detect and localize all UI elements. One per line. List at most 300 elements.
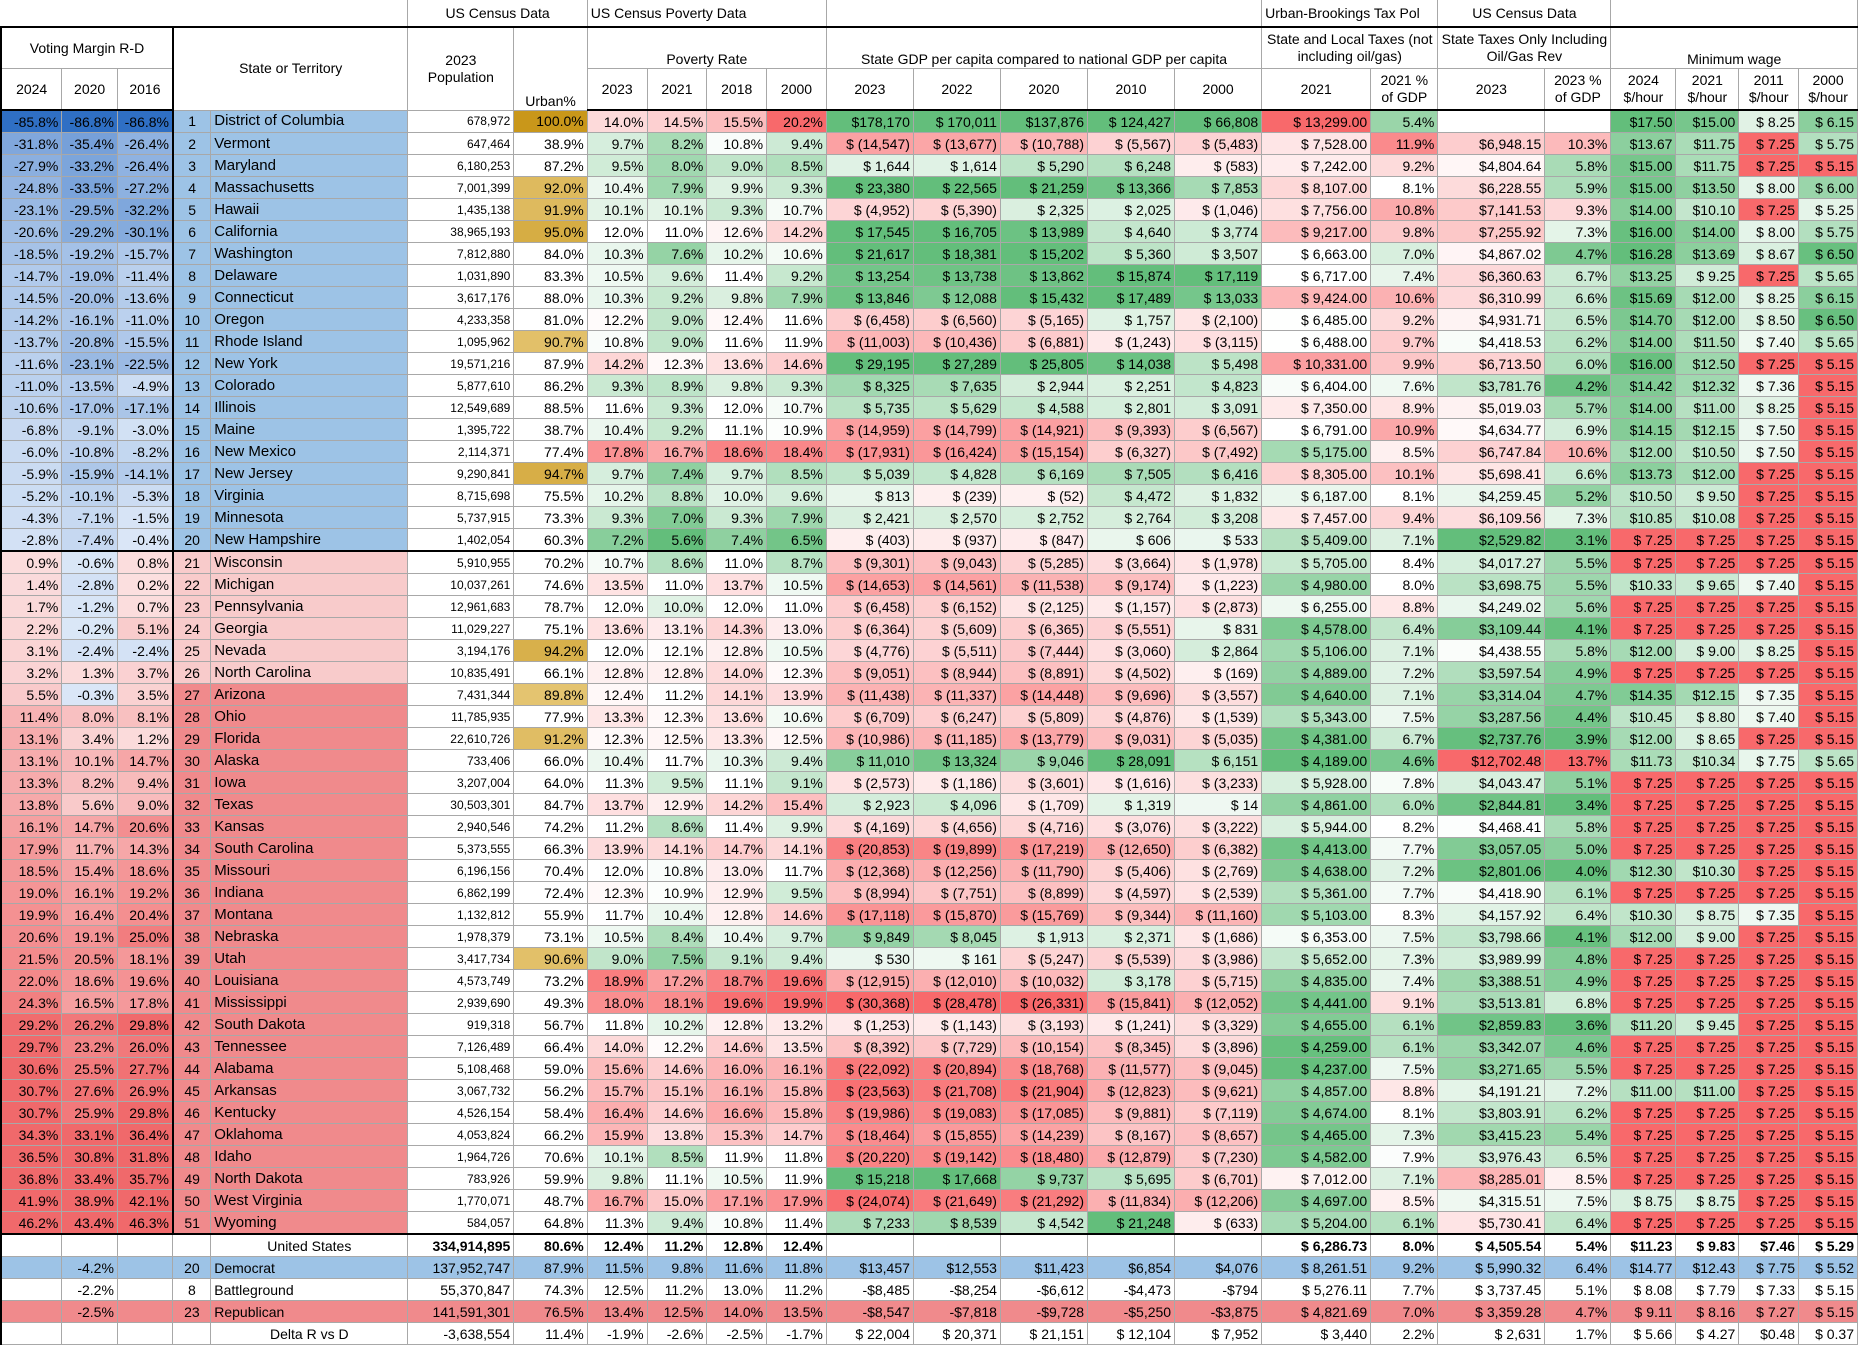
cell-gdp-2022[interactable]: $ 2,570	[913, 507, 1000, 529]
cell-taxes-2021[interactable]: $ 4,857.00	[1262, 1080, 1371, 1102]
cell-gdp-2000[interactable]: $ (3,896)	[1175, 1036, 1262, 1058]
summary-taxes-2021-pct[interactable]: 7.7%	[1371, 1279, 1438, 1301]
cell-wage-2024[interactable]: $12.30	[1611, 860, 1676, 882]
cell-state-taxes-2023[interactable]: $3,989.99	[1438, 948, 1545, 970]
cell-poverty-2023[interactable]: 12.0%	[587, 221, 647, 243]
cell-gdp-2022[interactable]: $ (6,152)	[913, 596, 1000, 618]
cell-state[interactable]: Minnesota	[211, 507, 408, 529]
cell-state-taxes-2023-pct[interactable]: 13.7%	[1545, 750, 1611, 772]
cell-poverty-2000[interactable]: 12.5%	[767, 728, 827, 750]
cell-state-taxes-2023-pct[interactable]: 6.6%	[1545, 463, 1611, 485]
summary-wage-2000[interactable]: $ 0.37	[1799, 1323, 1858, 1345]
cell-gdp-2010[interactable]: $ (5,567)	[1088, 133, 1175, 155]
summary-gdp-2022[interactable]: $12,553	[913, 1257, 1000, 1279]
cell-gdp-2000[interactable]: $ 14	[1175, 794, 1262, 816]
cell-wage-2000[interactable]: $ 5.15	[1799, 882, 1858, 904]
cell-state[interactable]: Mississippi	[211, 992, 408, 1014]
cell-population[interactable]: 1,095,962	[408, 331, 514, 353]
cell-gdp-2000[interactable]: $ (1,223)	[1175, 574, 1262, 596]
cell-taxes-2021-pct[interactable]: 7.5%	[1371, 706, 1438, 728]
cell-vote-2016[interactable]: 19.6%	[117, 970, 173, 992]
cell-gdp-2023[interactable]: $ 23,380	[826, 177, 913, 199]
cell-gdp-2020[interactable]: $ 13,989	[1000, 221, 1087, 243]
cell-vote-2024[interactable]: 16.1%	[1, 816, 62, 838]
cell-wage-2000[interactable]: $ 5.15	[1799, 507, 1858, 529]
cell-poverty-2000[interactable]: 13.0%	[767, 618, 827, 640]
cell-state[interactable]: Connecticut	[211, 287, 408, 309]
cell-poverty-2018[interactable]: 11.1%	[707, 419, 767, 441]
cell-vote-2024[interactable]: 3.1%	[1, 640, 62, 662]
cell-rank[interactable]: 48	[173, 1146, 211, 1168]
cell-urban[interactable]: 59.9%	[514, 1168, 587, 1190]
cell-gdp-2022[interactable]: $ 161	[913, 948, 1000, 970]
summary-taxes-2021[interactable]: $ 5,276.11	[1262, 1279, 1371, 1301]
cell-rank[interactable]: 47	[173, 1124, 211, 1146]
summary-wage-2024[interactable]: $ 5.66	[1611, 1323, 1676, 1345]
summary-poverty-2023[interactable]: 13.4%	[587, 1301, 647, 1323]
cell-vote-2024[interactable]: 36.5%	[1, 1146, 62, 1168]
cell-taxes-2021-pct[interactable]: 6.7%	[1371, 728, 1438, 750]
cell-rank[interactable]: 31	[173, 772, 211, 794]
cell-population[interactable]: 3,067,732	[408, 1080, 514, 1102]
cell-gdp-2023[interactable]: $ (1,253)	[826, 1014, 913, 1036]
cell-state-taxes-2023[interactable]: $4,438.55	[1438, 640, 1545, 662]
cell-vote-2016[interactable]: -5.3%	[117, 485, 173, 507]
cell-taxes-2021[interactable]: $ 4,640.00	[1262, 684, 1371, 706]
cell-wage-2000[interactable]: $ 6.15	[1799, 110, 1858, 133]
cell-poverty-2000[interactable]: 11.6%	[767, 309, 827, 331]
cell-poverty-2023[interactable]: 15.9%	[587, 1124, 647, 1146]
cell-gdp-2023[interactable]: $ 21,617	[826, 243, 913, 265]
cell-gdp-2023[interactable]: $ 5,039	[826, 463, 913, 485]
cell-poverty-2021[interactable]: 9.5%	[647, 772, 707, 794]
cell-vote-2016[interactable]: 26.9%	[117, 1080, 173, 1102]
cell-vote-2024[interactable]: 41.9%	[1, 1190, 62, 1212]
cell-state[interactable]: Missouri	[211, 860, 408, 882]
cell-urban[interactable]: 60.3%	[514, 529, 587, 552]
cell-vote-2020[interactable]: -16.1%	[62, 309, 118, 331]
cell-state[interactable]: Alabama	[211, 1058, 408, 1080]
cell-poverty-2018[interactable]: 12.9%	[707, 882, 767, 904]
cell-wage-2024[interactable]: $14.42	[1611, 375, 1676, 397]
cell-poverty-2000[interactable]: 10.5%	[767, 574, 827, 596]
cell-wage-2024[interactable]: $ 7.25	[1611, 1036, 1676, 1058]
cell-gdp-2022[interactable]: $ (19,083)	[913, 1102, 1000, 1124]
summary-taxes-2021[interactable]: $ 6,286.73	[1262, 1234, 1371, 1257]
cell-wage-2024[interactable]: $14.15	[1611, 419, 1676, 441]
summary-taxes-2021[interactable]: $ 8,261.51	[1262, 1257, 1371, 1279]
cell-gdp-2000[interactable]: $ (3,233)	[1175, 772, 1262, 794]
cell-gdp-2000[interactable]: $ 13,033	[1175, 287, 1262, 309]
cell-wage-2024[interactable]: $13.67	[1611, 133, 1676, 155]
cell-gdp-2020[interactable]: $ 9,737	[1000, 1168, 1087, 1190]
cell-urban[interactable]: 77.9%	[514, 706, 587, 728]
cell-taxes-2021[interactable]: $ 6,255.00	[1262, 596, 1371, 618]
cell-wage-2021[interactable]: $12.15	[1676, 419, 1739, 441]
cell-wage-2011[interactable]: $ 7.25	[1739, 133, 1799, 155]
cell-gdp-2023[interactable]: $ (17,931)	[826, 441, 913, 463]
summary-gdp-2022[interactable]	[913, 1234, 1000, 1257]
cell-wage-2021[interactable]: $ 8.75	[1676, 904, 1739, 926]
cell-gdp-2010[interactable]: $ (9,031)	[1088, 728, 1175, 750]
cell-wage-2011[interactable]: $ 7.25	[1739, 1146, 1799, 1168]
cell-gdp-2020[interactable]: $ (14,448)	[1000, 684, 1087, 706]
cell-wage-2000[interactable]: $ 5.15	[1799, 794, 1858, 816]
cell-poverty-2018[interactable]: 16.6%	[707, 1102, 767, 1124]
cell-poverty-2023[interactable]: 13.9%	[587, 838, 647, 860]
cell-gdp-2000[interactable]: $ (7,119)	[1175, 1102, 1262, 1124]
cell-poverty-2018[interactable]: 13.6%	[707, 706, 767, 728]
cell-wage-2021[interactable]: $12.00	[1676, 309, 1739, 331]
cell-gdp-2023[interactable]: $ 13,846	[826, 287, 913, 309]
cell-rank[interactable]: 10	[173, 309, 211, 331]
cell-poverty-2021[interactable]: 17.2%	[647, 970, 707, 992]
cell-poverty-2000[interactable]: 19.6%	[767, 970, 827, 992]
cell-gdp-2020[interactable]: $ (10,154)	[1000, 1036, 1087, 1058]
cell-wage-2024[interactable]: $ 7.25	[1611, 1146, 1676, 1168]
cell-gdp-2000[interactable]: $ (2,873)	[1175, 596, 1262, 618]
cell-state[interactable]: Hawaii	[211, 199, 408, 221]
summary-gdp-2020[interactable]	[1000, 1234, 1087, 1257]
cell-poverty-2018[interactable]: 14.7%	[707, 838, 767, 860]
cell-poverty-2021[interactable]: 10.2%	[647, 1014, 707, 1036]
cell-taxes-2021[interactable]: $ 6,488.00	[1262, 331, 1371, 353]
cell-vote-2016[interactable]: 9.0%	[117, 794, 173, 816]
cell-vote-2020[interactable]: -0.6%	[62, 551, 118, 574]
cell-state-taxes-2023[interactable]: $2,529.82	[1438, 529, 1545, 552]
cell-gdp-2020[interactable]: $ (10,788)	[1000, 133, 1087, 155]
cell-population[interactable]: 8,715,698	[408, 485, 514, 507]
cell-gdp-2020[interactable]: $ (17,219)	[1000, 838, 1087, 860]
cell-urban[interactable]: 95.0%	[514, 221, 587, 243]
cell-vote-2024[interactable]: 0.9%	[1, 551, 62, 574]
cell-gdp-2020[interactable]: $ 5,290	[1000, 155, 1087, 177]
cell-gdp-2022[interactable]: $ 22,565	[913, 177, 1000, 199]
cell-state-taxes-2023[interactable]: $6,360.63	[1438, 265, 1545, 287]
cell-gdp-2010[interactable]: $ 2,371	[1088, 926, 1175, 948]
cell-gdp-2000[interactable]: $ (7,230)	[1175, 1146, 1262, 1168]
cell-poverty-2021[interactable]: 14.1%	[647, 838, 707, 860]
cell-gdp-2010[interactable]: $ (1,157)	[1088, 596, 1175, 618]
cell-poverty-2021[interactable]: 14.6%	[647, 1102, 707, 1124]
cell-taxes-2021[interactable]: $ 7,457.00	[1262, 507, 1371, 529]
cell-poverty-2021[interactable]: 11.7%	[647, 750, 707, 772]
cell-gdp-2020[interactable]: $ (4,716)	[1000, 816, 1087, 838]
cell-state-taxes-2023-pct[interactable]: 4.1%	[1545, 618, 1611, 640]
cell-poverty-2000[interactable]: 10.6%	[767, 706, 827, 728]
cell-gdp-2010[interactable]: $ 4,472	[1088, 485, 1175, 507]
cell-poverty-2018[interactable]: 13.7%	[707, 574, 767, 596]
cell-state-taxes-2023[interactable]: $3,388.51	[1438, 970, 1545, 992]
cell-vote-2024[interactable]: -4.3%	[1, 507, 62, 529]
cell-state-taxes-2023[interactable]: $5,698.41	[1438, 463, 1545, 485]
cell-population[interactable]: 30,503,301	[408, 794, 514, 816]
cell-urban[interactable]: 73.3%	[514, 507, 587, 529]
cell-rank[interactable]: 12	[173, 353, 211, 375]
cell-wage-2011[interactable]: $ 7.25	[1739, 1080, 1799, 1102]
cell-urban[interactable]: 84.7%	[514, 794, 587, 816]
cell-gdp-2022[interactable]: $ 17,668	[913, 1168, 1000, 1190]
cell-poverty-2018[interactable]: 13.3%	[707, 728, 767, 750]
cell-taxes-2021[interactable]: $ 8,107.00	[1262, 177, 1371, 199]
cell-gdp-2022[interactable]: $ (20,894)	[913, 1058, 1000, 1080]
cell-rank[interactable]: 16	[173, 441, 211, 463]
cell-vote-2016[interactable]: 29.8%	[117, 1014, 173, 1036]
cell-population[interactable]: 5,910,955	[408, 551, 514, 574]
cell-rank[interactable]: 1	[173, 110, 211, 133]
cell-wage-2024[interactable]: $16.00	[1611, 353, 1676, 375]
cell-poverty-2023[interactable]: 10.3%	[587, 243, 647, 265]
cell-poverty-2021[interactable]: 13.8%	[647, 1124, 707, 1146]
cell-gdp-2022[interactable]: $ (7,729)	[913, 1036, 1000, 1058]
cell-gdp-2023[interactable]: $ 2,923	[826, 794, 913, 816]
cell-vote-2016[interactable]: -11.0%	[117, 309, 173, 331]
summary-urban[interactable]: 76.5%	[514, 1301, 587, 1323]
cell-rank[interactable]: 17	[173, 463, 211, 485]
cell-poverty-2018[interactable]: 11.4%	[707, 816, 767, 838]
cell-wage-2011[interactable]: $ 7.25	[1739, 882, 1799, 904]
cell-poverty-2021[interactable]: 10.9%	[647, 882, 707, 904]
cell-poverty-2023[interactable]: 13.6%	[587, 618, 647, 640]
cell-gdp-2022[interactable]: $ (19,899)	[913, 838, 1000, 860]
cell-wage-2000[interactable]: $ 5.15	[1799, 904, 1858, 926]
cell-gdp-2023[interactable]: $ (6,364)	[826, 618, 913, 640]
cell-wage-2000[interactable]: $ 5.15	[1799, 155, 1858, 177]
cell-state-taxes-2023[interactable]: $2,737.76	[1438, 728, 1545, 750]
cell-gdp-2020[interactable]: $ 6,169	[1000, 463, 1087, 485]
cell-poverty-2021[interactable]: 9.4%	[647, 1212, 707, 1235]
cell-gdp-2020[interactable]: $ 21,259	[1000, 177, 1087, 199]
cell-state[interactable]: Michigan	[211, 574, 408, 596]
cell-vote-2020[interactable]: -10.1%	[62, 485, 118, 507]
cell-vote-2020[interactable]: 15.4%	[62, 860, 118, 882]
cell-urban[interactable]: 70.2%	[514, 551, 587, 574]
cell-wage-2024[interactable]: $12.00	[1611, 926, 1676, 948]
summary-state[interactable]: Delta R vs D	[211, 1323, 408, 1345]
cell-gdp-2020[interactable]: $ (26,331)	[1000, 992, 1087, 1014]
cell-gdp-2020[interactable]: $ (8,899)	[1000, 882, 1087, 904]
cell-poverty-2018[interactable]: 10.4%	[707, 926, 767, 948]
summary-poverty-2021[interactable]: 11.2%	[647, 1234, 707, 1257]
cell-gdp-2020[interactable]: $ (7,444)	[1000, 640, 1087, 662]
summary-taxes-2021-pct[interactable]: 2.2%	[1371, 1323, 1438, 1345]
cell-wage-2024[interactable]: $10.85	[1611, 507, 1676, 529]
cell-urban[interactable]: 38.7%	[514, 419, 587, 441]
cell-state-taxes-2023[interactable]: $6,948.15	[1438, 133, 1545, 155]
summary-poverty-2018[interactable]: 11.6%	[707, 1257, 767, 1279]
cell-vote-2020[interactable]: 3.4%	[62, 728, 118, 750]
cell-wage-2000[interactable]: $ 5.15	[1799, 684, 1858, 706]
cell-taxes-2021-pct[interactable]: 9.2%	[1371, 309, 1438, 331]
cell-wage-2021[interactable]: $10.10	[1676, 199, 1739, 221]
summary-vote-2024[interactable]	[1, 1301, 62, 1323]
cell-gdp-2000[interactable]: $ (1,046)	[1175, 199, 1262, 221]
cell-state-taxes-2023[interactable]: $6,747.84	[1438, 441, 1545, 463]
cell-urban[interactable]: 66.0%	[514, 750, 587, 772]
cell-vote-2024[interactable]: 19.9%	[1, 904, 62, 926]
cell-gdp-2020[interactable]: $ 2,325	[1000, 199, 1087, 221]
cell-state-taxes-2023[interactable]: $4,043.47	[1438, 772, 1545, 794]
cell-rank[interactable]: 20	[173, 529, 211, 552]
summary-state-taxes-2023[interactable]: $ 3,737.45	[1438, 1279, 1545, 1301]
cell-poverty-2018[interactable]: 10.2%	[707, 243, 767, 265]
cell-poverty-2018[interactable]: 7.4%	[707, 529, 767, 552]
cell-gdp-2020[interactable]: $ (21,292)	[1000, 1190, 1087, 1212]
cell-gdp-2020[interactable]: $ (5,247)	[1000, 948, 1087, 970]
cell-poverty-2023[interactable]: 15.7%	[587, 1080, 647, 1102]
summary-poverty-2000[interactable]: 11.2%	[767, 1279, 827, 1301]
cell-rank[interactable]: 42	[173, 1014, 211, 1036]
cell-poverty-2000[interactable]: 10.9%	[767, 419, 827, 441]
cell-wage-2021[interactable]: $11.75	[1676, 133, 1739, 155]
cell-wage-2000[interactable]: $ 5.15	[1799, 1212, 1858, 1235]
cell-poverty-2023[interactable]: 10.8%	[587, 331, 647, 353]
cell-poverty-2021[interactable]: 9.6%	[647, 265, 707, 287]
cell-wage-2024[interactable]: $ 7.25	[1611, 882, 1676, 904]
cell-gdp-2020[interactable]: $ (6,881)	[1000, 331, 1087, 353]
cell-wage-2024[interactable]: $ 7.25	[1611, 1058, 1676, 1080]
cell-poverty-2018[interactable]: 10.3%	[707, 750, 767, 772]
cell-state-taxes-2023[interactable]: $3,798.66	[1438, 926, 1545, 948]
cell-population[interactable]: 7,001,399	[408, 177, 514, 199]
cell-wage-2000[interactable]: $ 6.15	[1799, 287, 1858, 309]
cell-wage-2021[interactable]: $11.00	[1676, 397, 1739, 419]
cell-wage-2024[interactable]: $15.00	[1611, 155, 1676, 177]
cell-gdp-2020[interactable]: $ 9,046	[1000, 750, 1087, 772]
cell-urban[interactable]: 88.0%	[514, 287, 587, 309]
cell-gdp-2020[interactable]: $ (2,125)	[1000, 596, 1087, 618]
cell-state[interactable]: Maine	[211, 419, 408, 441]
cell-wage-2024[interactable]: $ 7.25	[1611, 618, 1676, 640]
cell-gdp-2023[interactable]: $ (20,220)	[826, 1146, 913, 1168]
cell-wage-2024[interactable]: $ 7.25	[1611, 970, 1676, 992]
cell-gdp-2023[interactable]: $ (6,709)	[826, 706, 913, 728]
cell-poverty-2021[interactable]: 12.8%	[647, 662, 707, 684]
summary-vote-2020[interactable]: -4.2%	[62, 1257, 118, 1279]
cell-vote-2016[interactable]: 20.4%	[117, 904, 173, 926]
cell-rank[interactable]: 4	[173, 177, 211, 199]
cell-poverty-2000[interactable]: 11.8%	[767, 1146, 827, 1168]
cell-gdp-2000[interactable]: $ 3,208	[1175, 507, 1262, 529]
cell-poverty-2000[interactable]: 8.5%	[767, 155, 827, 177]
cell-taxes-2021-pct[interactable]: 7.1%	[1371, 684, 1438, 706]
cell-wage-2011[interactable]: $ 7.25	[1739, 1212, 1799, 1235]
cell-vote-2020[interactable]: 43.4%	[62, 1212, 118, 1235]
cell-state-taxes-2023[interactable]: $4,249.02	[1438, 596, 1545, 618]
cell-rank[interactable]: 37	[173, 904, 211, 926]
cell-rank[interactable]: 33	[173, 816, 211, 838]
cell-gdp-2023[interactable]: $ (4,776)	[826, 640, 913, 662]
cell-gdp-2022[interactable]: $ (14,561)	[913, 574, 1000, 596]
cell-poverty-2021[interactable]: 14.5%	[647, 110, 707, 133]
cell-poverty-2023[interactable]: 16.4%	[587, 1102, 647, 1124]
cell-gdp-2022[interactable]: $ 4,828	[913, 463, 1000, 485]
cell-wage-2024[interactable]: $ 7.25	[1611, 529, 1676, 552]
cell-poverty-2018[interactable]: 15.3%	[707, 1124, 767, 1146]
cell-gdp-2010[interactable]: $ (4,876)	[1088, 706, 1175, 728]
cell-poverty-2023[interactable]: 9.3%	[587, 375, 647, 397]
cell-taxes-2021-pct[interactable]: 8.3%	[1371, 904, 1438, 926]
cell-wage-2024[interactable]: $10.33	[1611, 574, 1676, 596]
cell-wage-2011[interactable]: $ 7.25	[1739, 1036, 1799, 1058]
cell-vote-2024[interactable]: 13.1%	[1, 750, 62, 772]
cell-poverty-2000[interactable]: 13.9%	[767, 684, 827, 706]
summary-wage-2011[interactable]: $7.46	[1739, 1234, 1799, 1257]
cell-gdp-2022[interactable]: $ 170,011	[913, 110, 1000, 133]
cell-poverty-2018[interactable]: 9.7%	[707, 463, 767, 485]
cell-wage-2024[interactable]: $15.00	[1611, 177, 1676, 199]
cell-gdp-2022[interactable]: $ (21,708)	[913, 1080, 1000, 1102]
cell-wage-2024[interactable]: $10.45	[1611, 706, 1676, 728]
cell-state[interactable]: Nevada	[211, 640, 408, 662]
cell-state-taxes-2023-pct[interactable]: 6.5%	[1545, 309, 1611, 331]
cell-gdp-2022[interactable]: $ (14,799)	[913, 419, 1000, 441]
cell-poverty-2023[interactable]: 12.3%	[587, 882, 647, 904]
cell-poverty-2023[interactable]: 16.7%	[587, 1190, 647, 1212]
cell-gdp-2023[interactable]: $ (12,368)	[826, 860, 913, 882]
cell-population[interactable]: 3,207,004	[408, 772, 514, 794]
summary-wage-2024[interactable]: $14.77	[1611, 1257, 1676, 1279]
cell-state[interactable]: Massachusetts	[211, 177, 408, 199]
cell-vote-2020[interactable]: -33.5%	[62, 177, 118, 199]
cell-vote-2016[interactable]: 46.3%	[117, 1212, 173, 1235]
cell-gdp-2022[interactable]: $ 5,629	[913, 397, 1000, 419]
cell-taxes-2021-pct[interactable]: 5.4%	[1371, 110, 1438, 133]
cell-gdp-2000[interactable]: $ (5,483)	[1175, 133, 1262, 155]
cell-poverty-2018[interactable]: 10.8%	[707, 133, 767, 155]
cell-gdp-2000[interactable]: $ (5,035)	[1175, 728, 1262, 750]
summary-wage-2000[interactable]: $ 5.52	[1799, 1257, 1858, 1279]
cell-vote-2020[interactable]: -23.1%	[62, 353, 118, 375]
cell-urban[interactable]: 66.1%	[514, 662, 587, 684]
summary-wage-2011[interactable]: $0.48	[1739, 1323, 1799, 1345]
cell-poverty-2023[interactable]: 12.0%	[587, 860, 647, 882]
cell-gdp-2010[interactable]: $ 5,360	[1088, 243, 1175, 265]
cell-population[interactable]: 6,196,156	[408, 860, 514, 882]
cell-vote-2016[interactable]: 35.7%	[117, 1168, 173, 1190]
summary-gdp-2010[interactable]: $ 12,104	[1088, 1323, 1175, 1345]
cell-vote-2024[interactable]: -5.2%	[1, 485, 62, 507]
cell-wage-2024[interactable]: $ 8.75	[1611, 1190, 1676, 1212]
cell-rank[interactable]: 29	[173, 728, 211, 750]
cell-vote-2020[interactable]: -2.4%	[62, 640, 118, 662]
cell-taxes-2021[interactable]: $ 4,980.00	[1262, 574, 1371, 596]
cell-gdp-2022[interactable]: $ (1,143)	[913, 1014, 1000, 1036]
cell-poverty-2023[interactable]: 13.3%	[587, 706, 647, 728]
cell-poverty-2018[interactable]: 12.4%	[707, 309, 767, 331]
cell-taxes-2021[interactable]: $ 13,299.00	[1262, 110, 1371, 133]
cell-poverty-2021[interactable]: 10.1%	[647, 199, 707, 221]
cell-wage-2024[interactable]: $ 7.25	[1611, 838, 1676, 860]
cell-taxes-2021-pct[interactable]: 10.6%	[1371, 287, 1438, 309]
cell-wage-2024[interactable]: $14.00	[1611, 199, 1676, 221]
cell-poverty-2018[interactable]: 12.8%	[707, 1014, 767, 1036]
cell-vote-2016[interactable]: -0.4%	[117, 529, 173, 552]
cell-vote-2024[interactable]: 30.7%	[1, 1080, 62, 1102]
cell-gdp-2022[interactable]: $ (9,043)	[913, 551, 1000, 574]
cell-taxes-2021[interactable]: $ 5,361.00	[1262, 882, 1371, 904]
summary-poverty-2021[interactable]: -2.6%	[647, 1323, 707, 1345]
cell-vote-2024[interactable]: 5.5%	[1, 684, 62, 706]
cell-wage-2011[interactable]: $ 7.75	[1739, 750, 1799, 772]
cell-poverty-2023[interactable]: 13.7%	[587, 794, 647, 816]
cell-taxes-2021-pct[interactable]: 8.8%	[1371, 1080, 1438, 1102]
cell-wage-2011[interactable]: $ 7.40	[1739, 706, 1799, 728]
cell-gdp-2000[interactable]: $ (3,222)	[1175, 816, 1262, 838]
cell-vote-2016[interactable]: 14.3%	[117, 838, 173, 860]
cell-poverty-2000[interactable]: 11.9%	[767, 1168, 827, 1190]
cell-gdp-2000[interactable]: $ 533	[1175, 529, 1262, 552]
